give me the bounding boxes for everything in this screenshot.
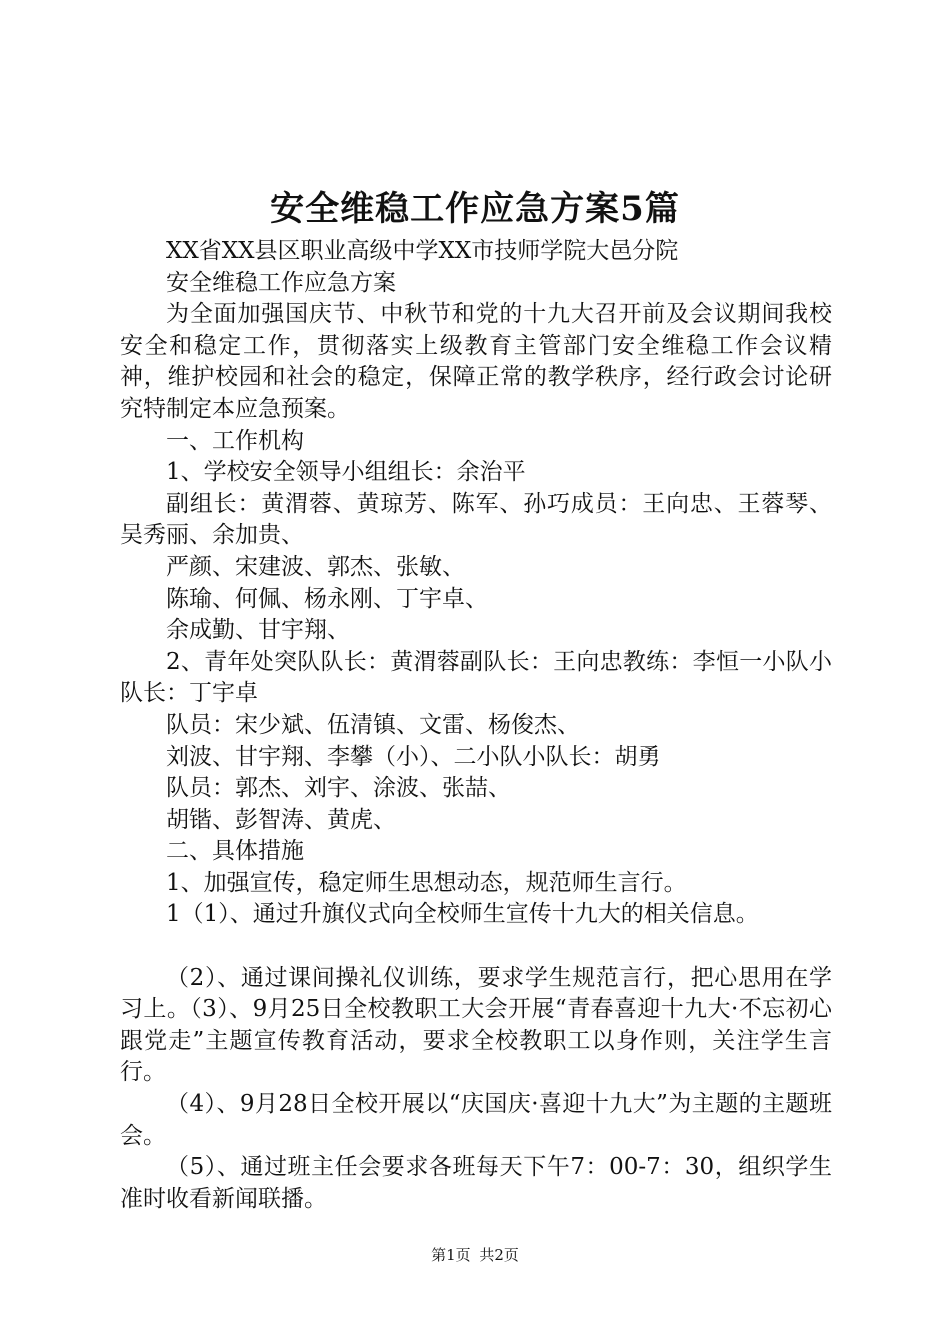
paragraph-measure-1: 1、加强宣传，稳定师生思想动态，规范师生言行。 (166, 869, 687, 896)
paragraph-deputy-leaders: 副组长：黄渭蓉、黄琼芳、陈军、孙巧成员：王向忠、王蓉琴、吴秀丽、余加贵、 (120, 490, 832, 549)
section-heading-measures: 二、具体措施 (166, 838, 304, 865)
paragraph-team-members-3: 队员：郭杰、刘宇、涂波、张喆、 (166, 775, 511, 802)
document-title: 安全维稳工作应急方案5篇 (270, 189, 680, 229)
paragraph-team-members-2: 刘波、甘宇翔、李攀（小）、二小队小队长：胡勇 (166, 743, 661, 770)
document-body (120, 236, 832, 1215)
paragraph-team-members-1: 队员：宋少斌、伍清镇、文雷、杨俊杰、 (166, 711, 580, 738)
paragraph-members-3: 余成勤、甘宇翔、 (166, 617, 350, 644)
paragraph-measure-1-2-3: （2）、通过课间操礼仪训练，要求学生规范言行，把心思用在学习上。（3）、9月25日全校教职工大会开展“青春喜迎十九大·不忘初心跟党走”主题宣传教育活动，要求全校教职工以身作则，关注学生言行。 (120, 964, 832, 1086)
paragraph-members-2: 陈瑜、何佩、杨永刚、丁宇卓、 (166, 585, 488, 612)
paragraph-members-1: 严颜、宋建波、郭杰、张敏、 (166, 553, 465, 580)
paragraph-youth-team: 2、青年处突队队长：黄渭蓉副队长：王向忠教练：李恒一小队小队长：丁宇卓 (120, 648, 832, 707)
paragraph-measure-1-5: （5）、通过班主任会要求各班每天下午7：00-7：30，组织学生准时收看新闻联播。 (120, 1154, 832, 1212)
paragraph-intro: 为全面加强国庆节、中秋节和党的十九大召开前及会议期间我校安全和稳定工作，贯彻落实上级教育主管部门安全维稳工作会议精神，维护校园和社会的稳定，保障正常的教学秩序，经行政会讨论研究特制定本应急预案。 (120, 301, 832, 422)
page-footer (0, 1243, 950, 1267)
page-total: 共2页 (479, 1246, 519, 1264)
paragraph-team-members-4: 胡锴、彭智涛、黄虎、 (166, 806, 396, 833)
paragraph-plan-name: 安全维稳工作应急方案 (166, 269, 396, 296)
page-number: 第1页 (431, 1246, 471, 1264)
paragraph-measure-1-1: 1（1）、通过升旗仪式向全校师生宣传十九大的相关信息。 (166, 901, 759, 928)
paragraph-measure-1-4: （4）、9月28日全校开展以“庆国庆·喜迎十九大”为主题的主题班会。 (120, 1091, 832, 1149)
section-heading-organization: 一、工作机构 (166, 427, 304, 454)
paragraph-school-name: XX省XX县区职业高级中学XX市技师学院大邑分院 (166, 238, 679, 264)
paragraph-leader: 1、学校安全领导小组组长：余治平 (166, 459, 526, 486)
